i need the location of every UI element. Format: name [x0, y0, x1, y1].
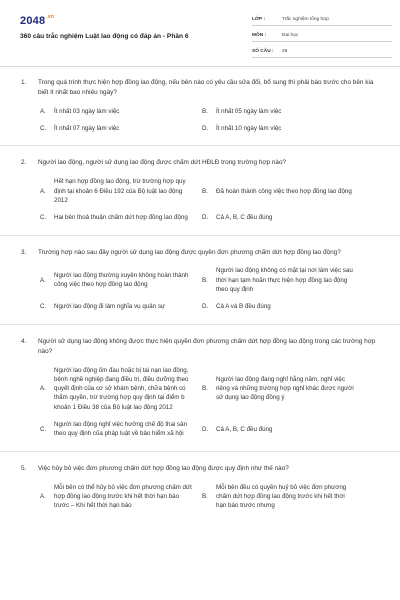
question-text: Việc hủy bỏ việc đơn phương chấm dứt hợp đồng lao động được quy định như thế nào?	[38, 464, 289, 472]
meta-value: Trắc nghiệm tổng hợp	[282, 17, 329, 23]
meta-label: MÔN :	[252, 33, 267, 39]
question-text: Trong quá trình thực hiện hợp đồng lao động, nếu bên nào có yêu cầu sửa đổi, bổ sung thì phải báo trước cho bên kia biết ít nhất bao nhiêu ngày?	[38, 79, 374, 96]
meta-value: Đại học	[282, 33, 299, 39]
question-item	[0, 78, 400, 133]
question-text: Người lao động, người sử dụng lao động được chấm dứt HĐLĐ trong trường hợp nào?	[38, 159, 287, 167]
answer-option-d[interactable]	[202, 420, 354, 439]
option-letter: D.	[202, 125, 209, 133]
answer-option-a[interactable]	[40, 107, 192, 116]
answer-options	[38, 366, 376, 439]
question-number: 2.	[21, 159, 27, 167]
option-text: Ít nhất 07 ngày làm việc	[54, 125, 120, 133]
option-letter: D.	[202, 425, 209, 433]
meta-row-subject	[252, 30, 392, 42]
option-letter: C.	[40, 125, 47, 133]
option-text: Mỗi bên đều có quyền huỷ bỏ việc đơn phương chấm dứt hợp đồng lao động trước khi hết thời hạn báo trước nhưng	[216, 483, 347, 510]
answer-options	[38, 107, 376, 134]
meta-label: LỚP :	[252, 17, 266, 23]
option-text: Người lao động ốm đau hoặc bị tai nạn lao động, bệnh nghề nghiệp đang điều trị, điều dưỡng theo quyết định của cơ sở khám bệnh, chữa bệnh có thẩm quyền, trừ trường hợp quy định tại điểm b khoản 1 Điều 38 của Bộ luật lao động 2012	[54, 366, 189, 411]
answer-option-b[interactable]	[202, 483, 354, 511]
option-text: Người lao động đi làm nghĩa vụ quân sự	[54, 303, 166, 311]
option-text: Người lao động thường xuyên không hoàn thành công việc theo hợp đồng lao động	[54, 272, 189, 289]
question-divider	[0, 145, 400, 146]
answer-option-c[interactable]	[40, 420, 192, 439]
option-letter: B.	[202, 492, 208, 500]
option-letter: A.	[40, 385, 46, 393]
question-text: Trường hợp nào sau đây người sử dụng lao động được quyền đơn phương chấm dứt hợp đồng lao động?	[38, 248, 341, 256]
answer-options	[38, 177, 376, 222]
option-letter: B.	[202, 385, 208, 393]
answer-option-b[interactable]	[202, 107, 354, 116]
option-text: Hai bên thoả thuận chấm dứt hợp đồng lao động	[54, 214, 188, 222]
answer-option-c[interactable]	[40, 302, 192, 311]
answer-option-b[interactable]	[202, 366, 354, 412]
option-letter: D.	[202, 303, 209, 311]
option-text: Cả A, B, C đều đúng	[216, 425, 273, 433]
answer-option-c[interactable]	[40, 213, 192, 222]
question-divider	[0, 324, 400, 325]
option-letter: C.	[40, 214, 47, 222]
meta-row-count	[252, 46, 392, 58]
option-letter: D.	[202, 214, 209, 222]
option-letter: A.	[40, 187, 46, 195]
option-letter: B.	[202, 276, 208, 284]
answer-option-a[interactable]	[40, 266, 192, 294]
question-number: 4.	[21, 337, 27, 345]
option-letter: A.	[40, 107, 46, 115]
option-text: Ít nhất 10 ngày làm việc	[216, 125, 282, 133]
question-item	[0, 464, 400, 511]
logo-suffix: .vn	[46, 14, 55, 20]
meta-value: 25	[282, 49, 288, 55]
header-divider	[0, 66, 400, 67]
answer-option-b[interactable]	[202, 177, 354, 205]
logo-main: 2048	[20, 15, 46, 27]
answer-option-b[interactable]	[202, 266, 354, 294]
meta-label: SỐ CÂU :	[252, 49, 274, 55]
question-item	[0, 248, 400, 312]
answer-options	[38, 483, 376, 511]
answer-option-d[interactable]	[202, 213, 354, 222]
question-divider	[0, 235, 400, 236]
question-list	[0, 78, 400, 510]
answer-option-a[interactable]	[40, 177, 192, 205]
meta-row-class	[252, 14, 392, 26]
question-item	[0, 158, 400, 222]
question-item	[0, 337, 400, 439]
question-divider	[0, 451, 400, 452]
option-text: Người lao động đang nghỉ hằng năm, nghỉ việc riêng và những trường hợp nghỉ khác được người sử dụng lao động đồng ý	[216, 375, 354, 402]
site-logo[interactable]	[20, 14, 54, 30]
option-letter: C.	[40, 303, 47, 311]
option-text: Ít nhất 05 ngày làm việc	[216, 107, 282, 115]
option-letter: A.	[40, 276, 46, 284]
answer-option-d[interactable]	[202, 124, 354, 133]
answer-options	[38, 266, 376, 311]
meta-info	[252, 14, 392, 62]
option-letter: B.	[202, 107, 208, 115]
option-text: Hết hạn hợp đồng lao động, trừ trường hợp quy định tại khoản 6 Điều 192 của Bộ luật lao động 2012	[54, 178, 186, 204]
option-text: Mỗi bên có thể hủy bỏ việc đơn phương chấm dứt hợp đồng lao động trước khi hết thời hạn báo trước – Khi hết thời hạn báo	[54, 483, 192, 510]
page-header	[0, 0, 400, 70]
option-letter: A.	[40, 492, 46, 500]
question-number: 1.	[21, 79, 27, 86]
option-text: Cả A, B, C đều đúng	[216, 214, 273, 222]
answer-option-d[interactable]	[202, 302, 354, 311]
option-text: Người lao động nghỉ việc hưởng chế độ thai sản theo quy định của pháp luật về bảo hiểm xã hội	[54, 420, 188, 438]
option-text: Cả A và B đều đúng	[216, 303, 271, 311]
option-text: Đã hoàn thành công việc theo hợp đồng lao động	[216, 187, 352, 195]
answer-option-c[interactable]	[40, 124, 192, 133]
option-text: Người lao động không có mặt tại nơi làm việc sau thời hạn tạm hoãn thực hiện hợp đồng lao động theo quy định	[216, 267, 353, 294]
question-number: 3.	[21, 248, 27, 256]
option-letter: B.	[202, 187, 208, 195]
option-text: Ít nhất 03 ngày làm việc	[54, 107, 120, 115]
option-letter: C.	[40, 425, 47, 433]
question-number: 5.	[21, 464, 27, 472]
answer-option-a[interactable]	[40, 366, 192, 412]
document-title: 360 câu trắc nghiệm Luật lao động có đáp án - Phần 6	[20, 33, 189, 40]
question-text: Người sử dụng lao động không được thực hiện quyền đơn phương chấm dứt hợp đồng lao động trong các trường hợp nào?	[38, 337, 376, 355]
answer-option-a[interactable]	[40, 483, 192, 511]
